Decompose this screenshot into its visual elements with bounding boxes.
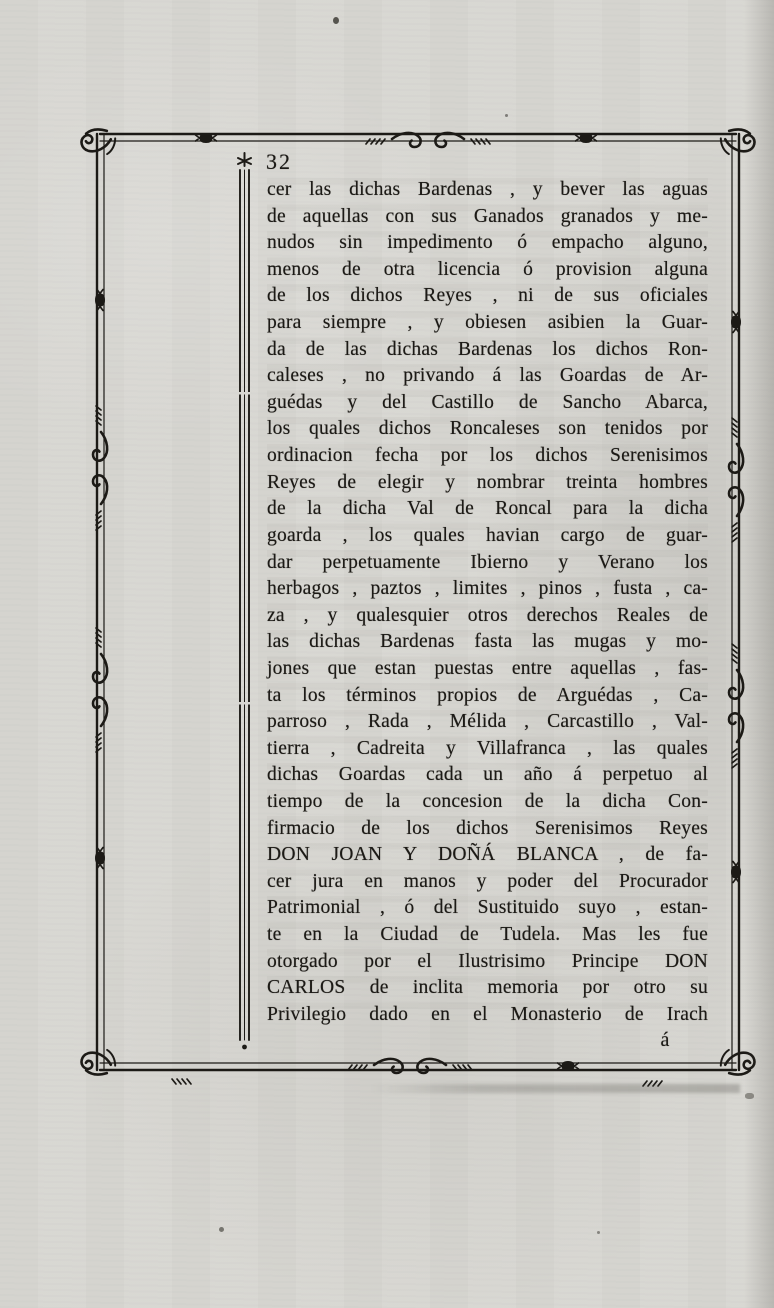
corner-scroll-icon — [716, 1041, 758, 1083]
text-line: parroso , Rada , Mélida , Carcastillo , Val- — [267, 711, 708, 733]
text-line: menos de otra licencia ó provision alguna — [267, 258, 708, 280]
text-line: de la dicha Val de Roncal para la dicha — [267, 498, 708, 520]
text-line: dar perpetuamente Ibierno y Verano los — [267, 551, 708, 573]
page-number: 32 — [266, 149, 292, 174]
text-line: ta los términos propios de Arguédas , Ca- — [267, 684, 708, 706]
text-line: goarda , los quales havian cargo de guar- — [267, 524, 708, 546]
text-line: Patrimonial , ó del Sustituido suyo , estan- — [267, 897, 708, 919]
text-line: DON JOAN Y DOÑÁ BLANCA , de fa- — [267, 844, 708, 866]
text-line: firmacio de los dichos Serenisimos Reyes — [267, 817, 708, 839]
scroll-ornament-icon — [729, 418, 743, 542]
text-line: guédas y del Castillo de Sancho Abarca, — [267, 391, 708, 413]
text-line: za , y qualesquier otros derechos Reales de — [267, 604, 708, 626]
text-line: Privilegio dado en el Monasterio de Irach — [267, 1003, 708, 1025]
text-block — [267, 177, 708, 1029]
text-line: cer las dichas Bardenas , y bever las aguas — [267, 179, 708, 200]
comb-ornament-icon — [643, 1081, 662, 1086]
text-line: te en la Ciudad de Tudela. Mas les fue — [267, 924, 708, 946]
text-line: de aquellas con sus Ganados granados y me- — [267, 205, 708, 227]
scroll-ornament-icon — [93, 628, 107, 752]
text-line: para siempre , y obiesen asibien la Guar- — [267, 312, 708, 334]
corner-scroll-icon — [78, 1041, 120, 1083]
text-line: tierra , Cadreita y Villafranca , las quales — [267, 737, 708, 759]
text-line: otorgado por el Ilustrisimo Principe DON — [267, 950, 708, 972]
text-line: Reyes de elegir y nombrar treinta hombres — [267, 471, 708, 493]
text-line: ordinacion fecha por los dichos Serenisimos — [267, 445, 708, 467]
text-line: dichas Goardas cada un año á perpetuo al — [267, 764, 708, 786]
text-line: de los dichos Reyes , ni de sus oficiales — [267, 285, 708, 307]
column-divider — [237, 153, 251, 1049]
divider-end-dot — [242, 1045, 247, 1050]
text-line: herbagos , paztos , limites , pinos , fusta , ca- — [267, 578, 708, 600]
text-line: caleses , no privando á las Goardas de Ar- — [267, 365, 708, 387]
scroll-ornament-icon — [93, 406, 107, 530]
comb-ornament-icon — [172, 1079, 191, 1084]
catchword: á — [660, 1029, 670, 1051]
divider-finial-icon — [238, 153, 251, 166]
text-line: tiempo de la concesion de la dicha Con- — [267, 791, 708, 813]
text-line: CARLOS de inclita memoria por otro su — [267, 977, 708, 999]
text-line: las dichas Bardenas fasta las mugas y mo- — [267, 631, 708, 653]
text-line: los quales dichos Roncaleses son tenidos por — [267, 418, 708, 440]
scroll-ornament-icon — [729, 644, 743, 768]
text-line: da de las dichas Bardenas los dichos Ron- — [267, 338, 708, 360]
text-line: nudos sin impedimento ó empacho alguno, — [267, 232, 708, 254]
text-line: cer jura en manos y poder del Procurador — [267, 870, 708, 892]
text-line: jones que estan puestas entre aquellas , fas- — [267, 657, 708, 679]
corner-scroll-icon — [78, 121, 120, 163]
corner-scroll-icon — [716, 121, 758, 163]
